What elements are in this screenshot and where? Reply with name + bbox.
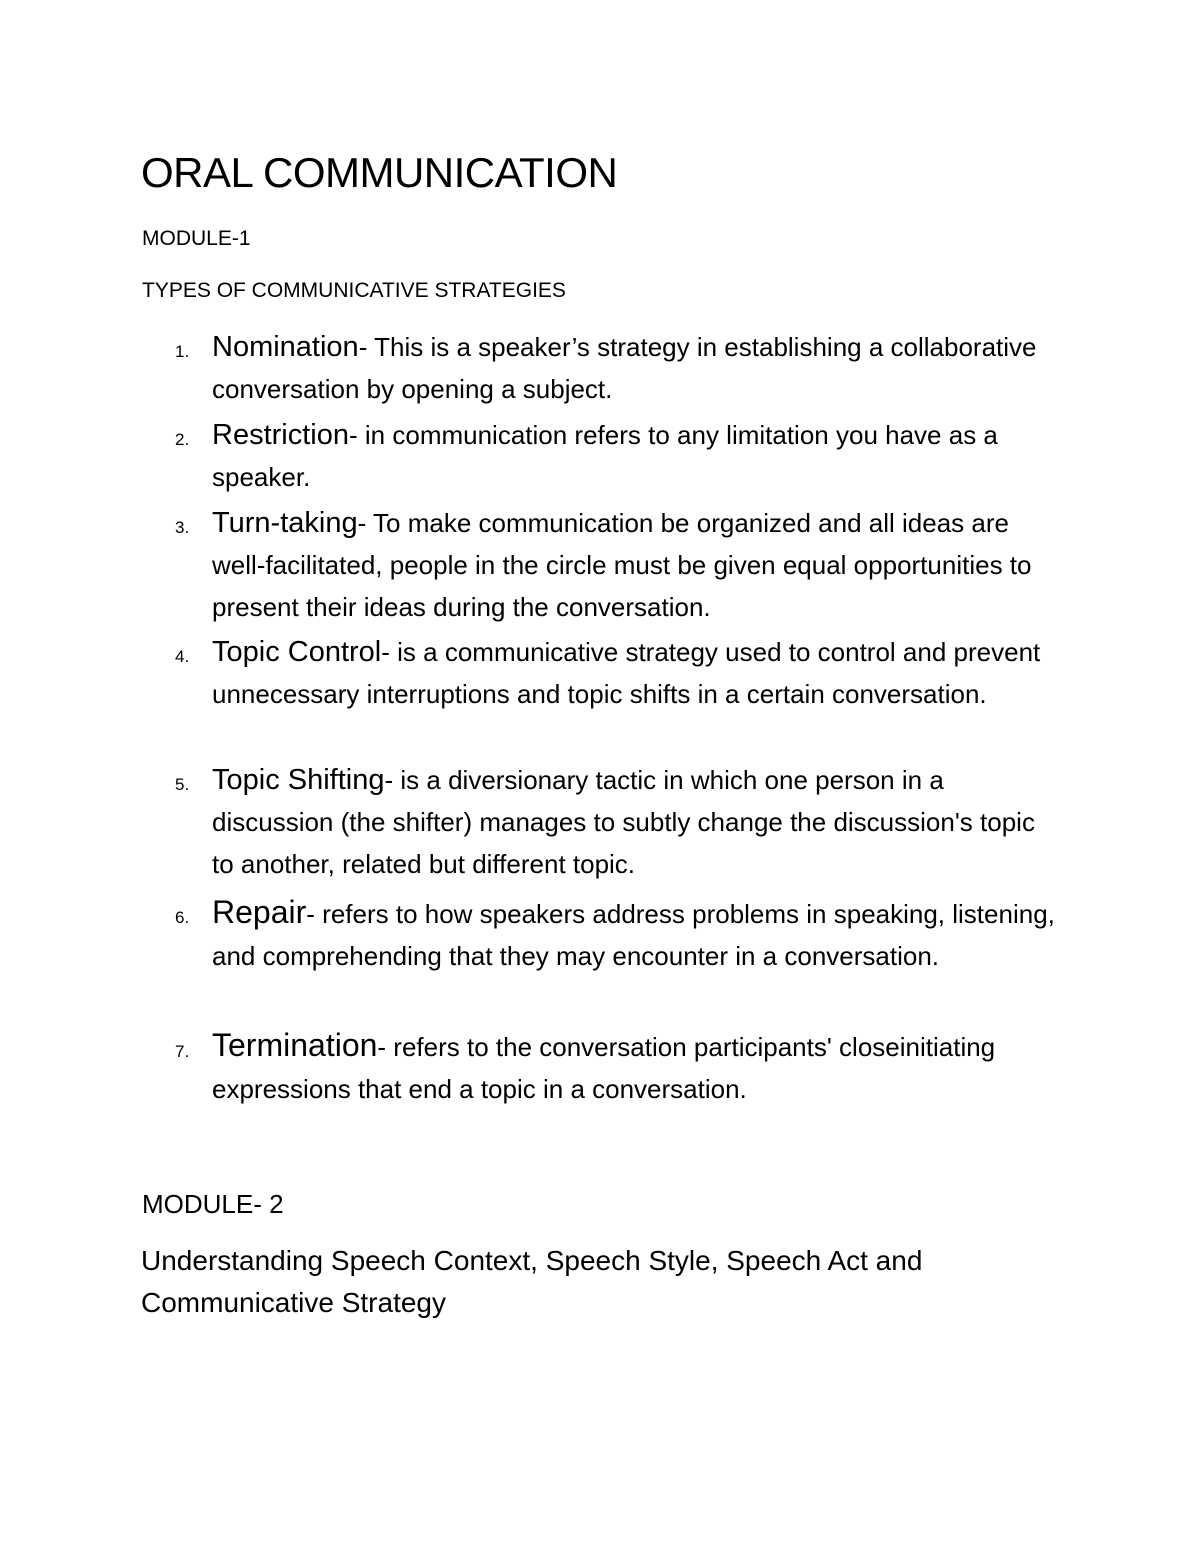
module-2-subtitle: Understanding Speech Context, Speech Style, Speech Act and Communicative Strategy bbox=[141, 1245, 923, 1318]
strategy-text bbox=[212, 759, 1062, 885]
strategy-description: is a diversionary tactic in which one person in a discussion (the shifter) manages to subtly change the discussion's topic to another, related but different topic. bbox=[212, 765, 1035, 879]
strategy-term: Topic Shifting bbox=[212, 764, 385, 796]
strategy-text bbox=[212, 631, 1062, 715]
strategy-term: Repair bbox=[212, 894, 307, 930]
list-number: 5. bbox=[175, 775, 190, 794]
strategy-text bbox=[212, 891, 1062, 977]
strategy-term: Restriction bbox=[212, 419, 349, 451]
strategy-description: This is a speaker’s strategy in establishing a collaborative conversation by opening a subject. bbox=[212, 332, 1037, 404]
list-number: 7. bbox=[175, 1042, 190, 1061]
strategy-dash: - bbox=[384, 765, 394, 795]
list-number: 4. bbox=[175, 647, 190, 666]
strategy-text bbox=[212, 326, 1062, 410]
strategies-heading: TYPES OF COMMUNICATIVE STRATEGIES bbox=[142, 279, 566, 302]
strategy-dash: - bbox=[357, 508, 367, 538]
strategy-dash: - bbox=[381, 637, 390, 667]
strategy-term: Turn-taking bbox=[212, 507, 358, 539]
strategy-description: in communication refers to any limitation you have as a speaker. bbox=[212, 420, 998, 492]
strategy-description: To make communication be organized and all ideas are well-facilitated, people in the circle must be given equal opportunities to present their ideas during the conversation. bbox=[212, 508, 1032, 622]
strategy-dash: - bbox=[349, 420, 358, 450]
strategy-dash: - bbox=[306, 899, 315, 929]
list-number: 2. bbox=[175, 430, 190, 449]
strategy-dash: - bbox=[377, 1032, 387, 1062]
strategy-description: refers to the conversation participants' closeinitiating expressions that end a topic in a conversation. bbox=[212, 1032, 996, 1104]
strategy-text bbox=[212, 1024, 1062, 1110]
module-1-label: MODULE-1 bbox=[142, 227, 251, 250]
module-2-label: MODULE- 2 bbox=[142, 1189, 284, 1219]
strategy-description: refers to how speakers address problems in speaking, listening, and comprehending that they may encounter in a conversation. bbox=[212, 899, 1055, 971]
strategy-text bbox=[212, 502, 1062, 628]
list-number: 6. bbox=[175, 908, 190, 927]
list-number: 3. bbox=[175, 518, 190, 537]
strategy-term: Topic Control bbox=[212, 636, 382, 668]
document-title: ORAL COMMUNICATION bbox=[141, 149, 618, 196]
strategy-term: Termination bbox=[212, 1027, 378, 1063]
list-number: 1. bbox=[175, 342, 190, 361]
strategy-dash: - bbox=[358, 332, 368, 362]
strategy-description: is a communicative strategy used to control and prevent unnecessary interruptions and topic shifts in a certain conversation. bbox=[212, 637, 1041, 709]
strategy-term: Nomination bbox=[212, 331, 359, 363]
strategy-text bbox=[212, 414, 1062, 498]
